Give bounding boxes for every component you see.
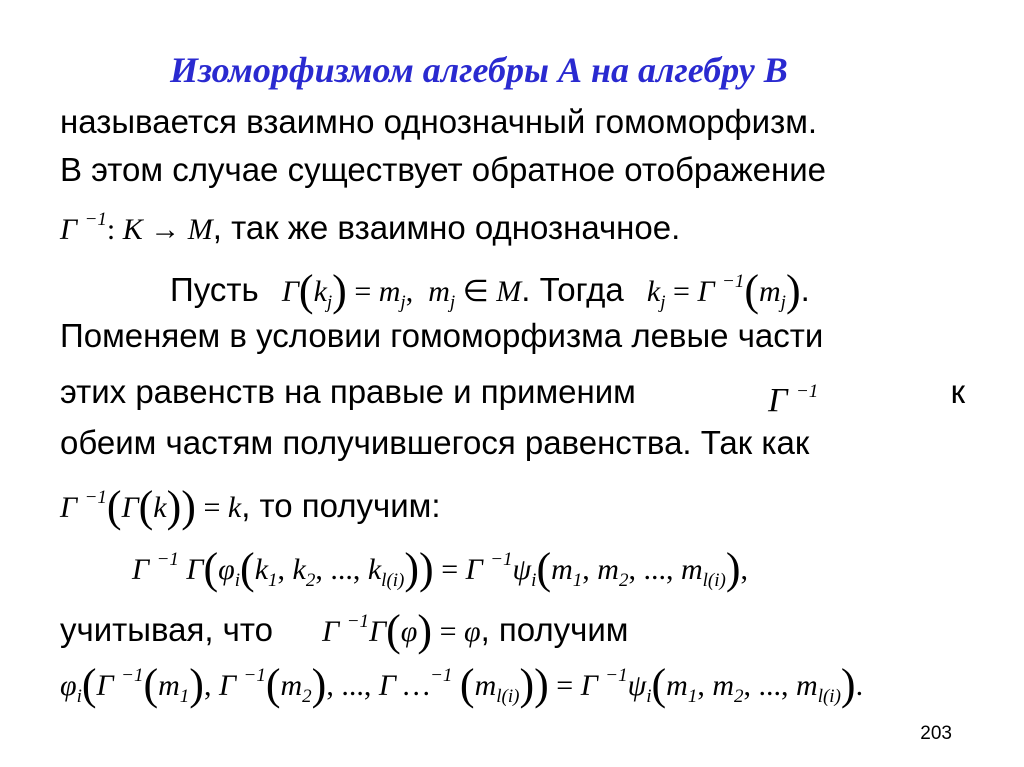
paragraph-3-line-4 bbox=[60, 478, 965, 531]
text-pust: Пусть bbox=[170, 271, 259, 308]
paragraph-3-line-2 bbox=[60, 372, 965, 421]
text-line: этих равенств на правые и применим bbox=[60, 373, 636, 410]
paragraph-3-line-1 bbox=[60, 316, 965, 356]
formula-phi-result: $\varphi_i(\Gamma$ $^{-1}(m_1)$, Γ $^{-1}(m_2)$, ..., Γ …$^{-1}$ $(m_{l(i)})) = \Gamma$ $^{-1}\psi_i(m_1$, $m_2$, ..., $m_{l(i)}$). bbox=[60, 660, 864, 709]
text-poluchim: , получим bbox=[480, 611, 629, 648]
paragraph-2-line-1 bbox=[170, 262, 970, 323]
formula-final-equation bbox=[60, 656, 965, 717]
text-line: Поменяем в условии гомоморфизма левые части bbox=[60, 317, 824, 354]
text-line: обеим частям получившегося равенства. Так как bbox=[60, 424, 810, 461]
text-line: называется взаимно однозначный гомоморфизм. bbox=[60, 103, 818, 140]
text-line: , так же взаимно однозначное. bbox=[212, 209, 681, 246]
title-text: Изоморфизмом алгебры А на алгебру В bbox=[170, 50, 788, 90]
paragraph-1-line-2 bbox=[60, 150, 965, 190]
text-line: В этом случае существует обратное отображение bbox=[60, 151, 827, 188]
text-line: , то получим: bbox=[241, 487, 441, 524]
formula-gamma-k: $\Gamma(k_j) = m_j$, $m_j$ ∈ M bbox=[281, 266, 522, 315]
formula-inverse-identity: Γ $^{-1}$(Γ(k)) = k bbox=[60, 482, 242, 531]
paragraph-3-line-3 bbox=[60, 423, 965, 463]
text-uchityvaya: учитывая, что bbox=[60, 611, 273, 648]
text-togda: . Тогда bbox=[521, 271, 624, 308]
paragraph-4-line-1 bbox=[60, 602, 965, 655]
formula-inverse-mapping: Γ $^{-1}$: K → M bbox=[60, 209, 213, 246]
formula-k-inverse: $k_j = \Gamma$ $^{-1}(m_j)$ bbox=[646, 266, 801, 315]
formula-gamma-phi: Γ $^{-1}$Γ(φ) = φ bbox=[322, 606, 481, 655]
page-number: 203 bbox=[920, 723, 952, 744]
paragraph-1-line-1 bbox=[60, 102, 965, 142]
text-k: к bbox=[950, 373, 965, 410]
slide-title bbox=[170, 50, 960, 91]
formula-homomorphism-inverse: Γ $^{-1}$ $\Gamma(\varphi_i(k_1$, $k_2$, ..., $k_{l(i)})) = \Gamma$ $^{-1}\psi_i(m_1$, $m_2$, ..., $m_{l(i)}$), bbox=[132, 544, 748, 593]
formula-gamma-inverse: Γ $^{-1}$ bbox=[768, 381, 819, 419]
text-period: . bbox=[800, 271, 810, 308]
paragraph-1-line-3 bbox=[60, 200, 965, 250]
formula-main-equation bbox=[132, 540, 962, 601]
